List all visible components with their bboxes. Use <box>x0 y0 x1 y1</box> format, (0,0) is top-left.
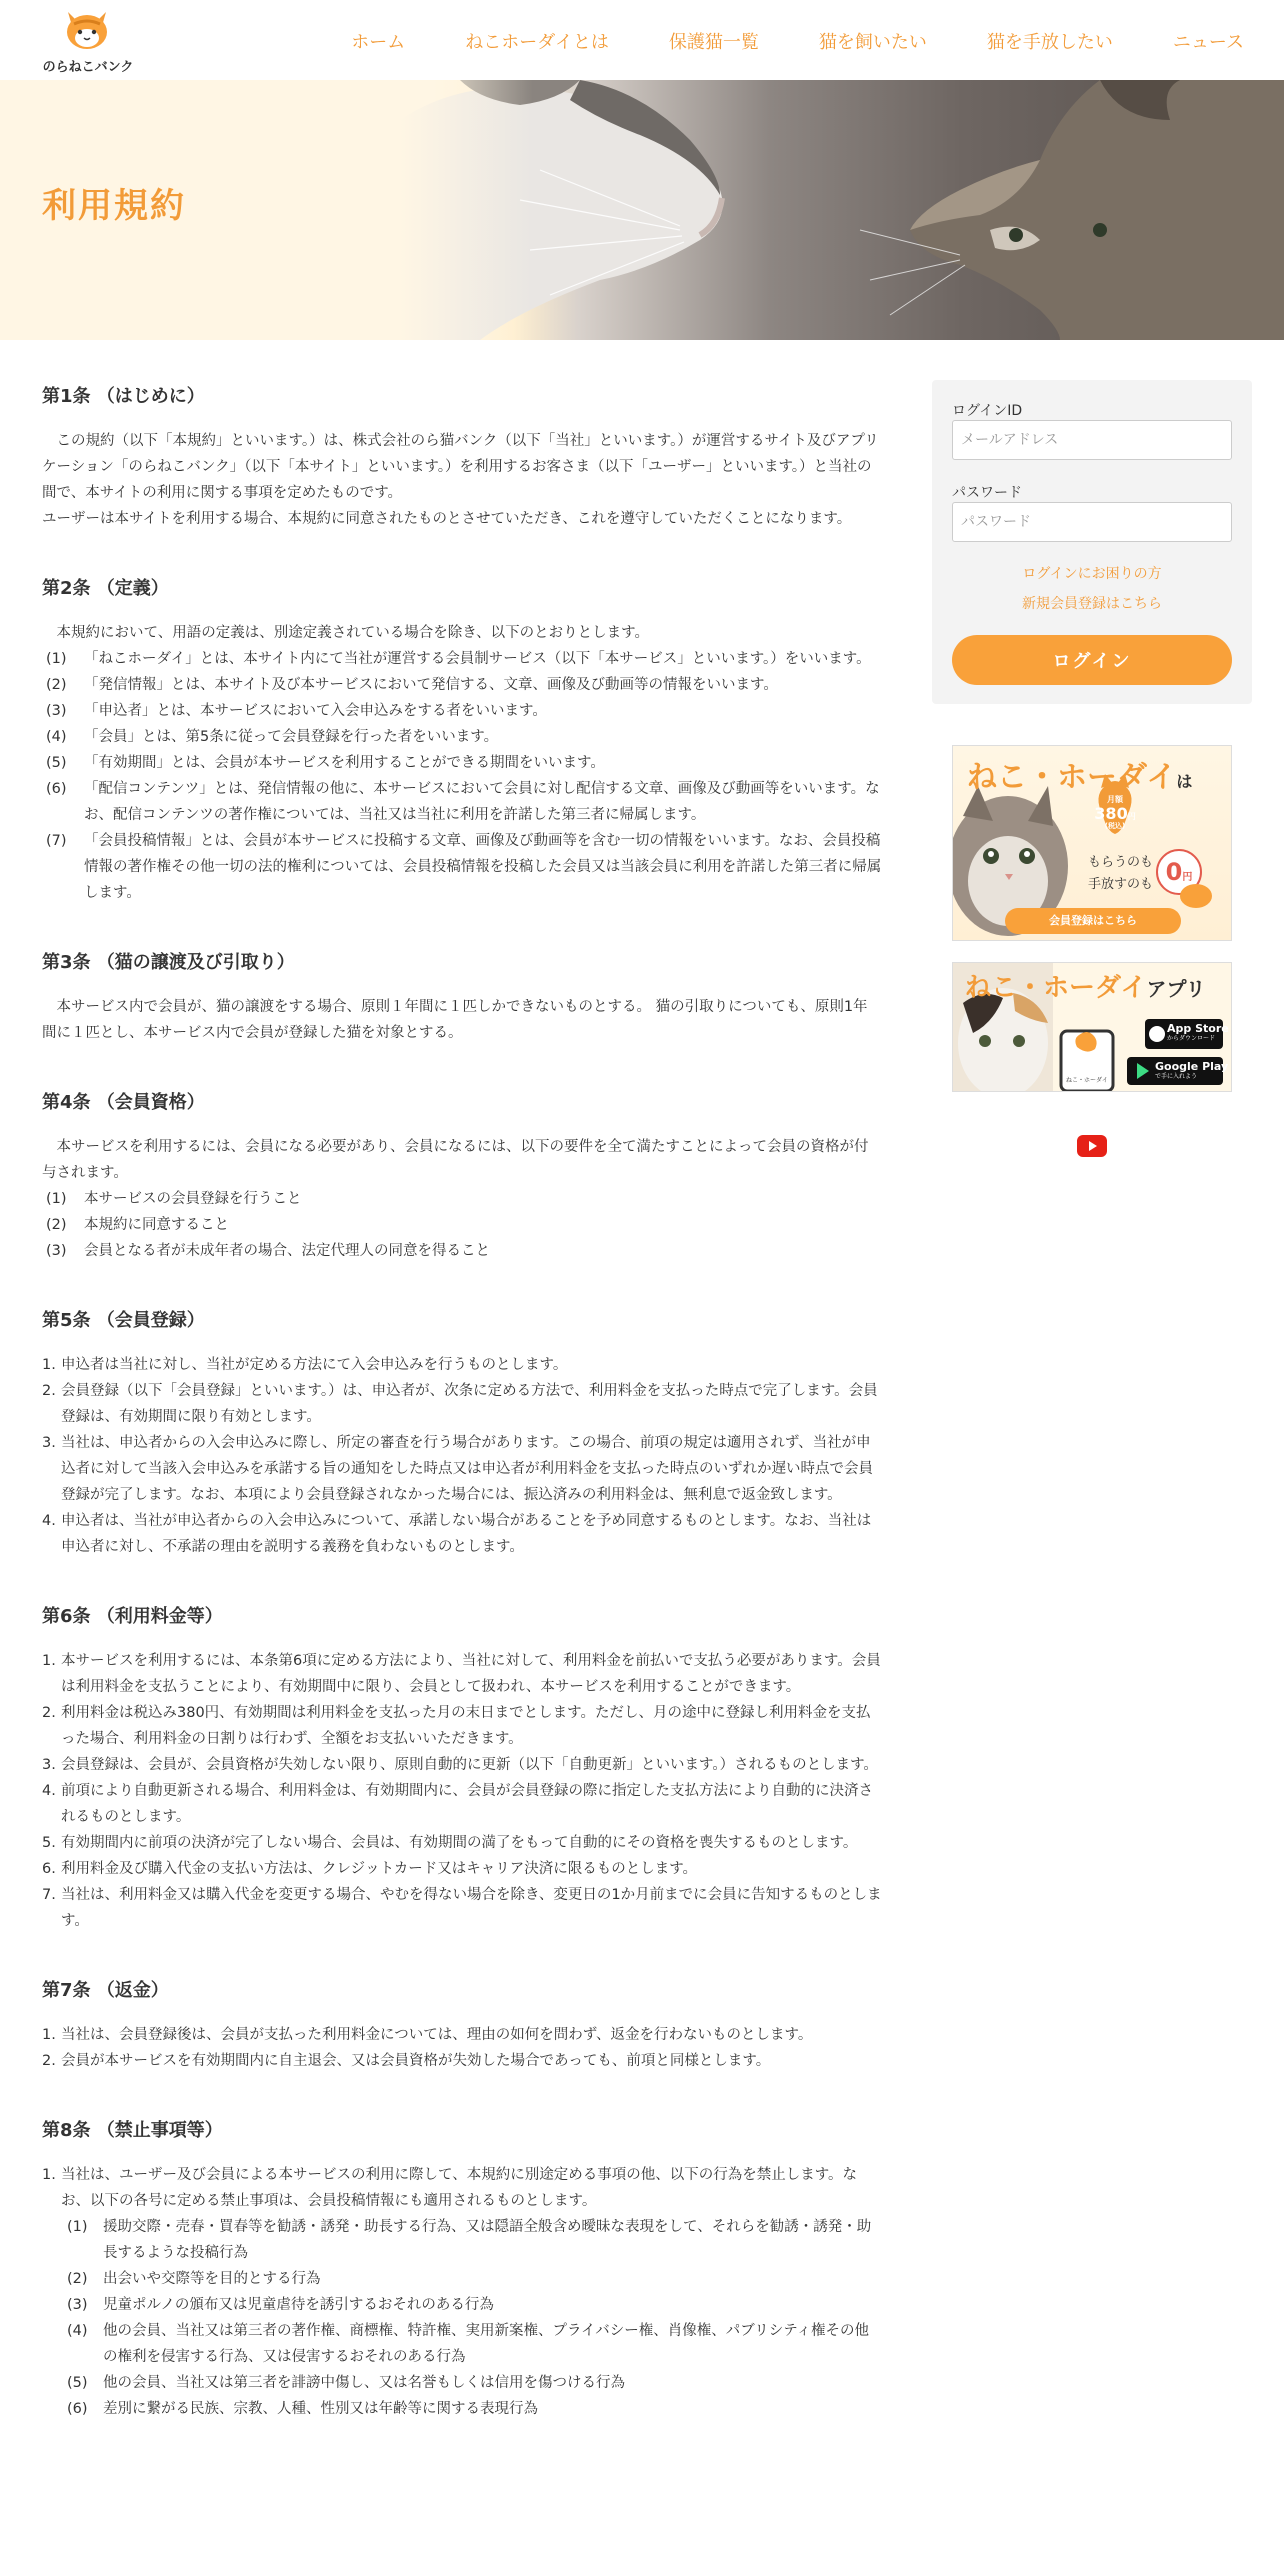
list-number: 1. <box>42 2167 56 2183</box>
login-id-label: ログインID <box>952 403 1023 419</box>
list-item <box>42 1700 882 1752</box>
article-4 <box>42 1088 882 1264</box>
register-link[interactable]: 新規会員登録はこちら <box>1022 596 1162 612</box>
list-item <box>42 1186 882 1212</box>
list-item <box>42 1212 882 1238</box>
app-phone-label: ねこ・ホーダイ <box>1066 1077 1108 1084</box>
list-text: 当社は、申込者からの入会申込みに際し、所定の審査を行う場合があります。この場合、前項の規定は適用されず、当社が申込者に対して当該入会申込みを承諾する旨の通知をした時点又は申込者が利用料金を支払った時点のいずれか遅い時点で会員登録が完了します。なお、本項により会員登録されなかった場合には、振込済みの利用料金は、無利息で返金致します。 <box>61 1435 873 1503</box>
list-number: (1) <box>46 1191 67 1207</box>
list-text: 「配信コンテンツ」とは、発信情報の他に、本サービスにおいて会員に対し配信する文章、画像及び動画等をいいます。なお、配信コンテンツの著作権については、当社又は当社に利用を許諾した第三者に帰属します。 <box>84 781 880 823</box>
list-text: 申込者は、当社が申込者からの入会申込みについて、承諾しない場合があることを予め同意するものとします。なお、当社は申込者に対し、不承諾の理由を説明する義務を負わないものとします。 <box>61 1513 872 1555</box>
article-title: 第7条 （返金） <box>42 1980 169 2001</box>
article-6 <box>42 1602 882 1934</box>
list-number: (6) <box>46 781 67 797</box>
clause-list <box>42 1648 882 1934</box>
list-item <box>42 2162 882 2422</box>
password-input[interactable] <box>952 502 1232 542</box>
banner-title-suffix: は <box>1176 772 1193 791</box>
list-text: 利用料金は税込み380円、有効期間は利用料金を支払った月の末日までとします。ただし、月の途中に登録し利用料金を支払った場合、利用料金の日割りは行わず、全額をお支払いいただきます。 <box>61 1705 871 1747</box>
clause-list <box>42 1352 882 1560</box>
list-text: 申込者は当社に対し、当社が定める方法にて入会申込みを行うものとします。 <box>61 1357 568 1373</box>
list-number: 5. <box>42 1835 56 1851</box>
list-item <box>42 1508 882 1560</box>
login-help-link[interactable]: ログインにお困りの方 <box>1022 566 1162 582</box>
list-text: 出会いや交際等を目的とする行為 <box>103 2271 321 2287</box>
list-number: 4. <box>42 1783 56 1799</box>
list-number: (4) <box>67 2323 88 2339</box>
list-number: 1. <box>42 1357 56 1373</box>
nav-rehome[interactable]: 猫を手放したい <box>986 32 1113 53</box>
list-text: 会員となる者が未成年者の場合、法定代理人の同意を得ること <box>84 1243 490 1259</box>
list-number: (3) <box>46 1243 67 1259</box>
list-number: (4) <box>46 729 67 745</box>
article-paragraph: 本規約において、用語の定義は、別途定義されている場合を除き、以下のとおりとします。 <box>56 625 649 641</box>
list-text: 「有効期間」とは、会員が本サービスを利用することができる期間をいいます。 <box>84 755 605 771</box>
main-nav <box>351 28 1244 54</box>
article-title: 第1条 （はじめに） <box>42 386 205 407</box>
list-number: 6. <box>42 1861 56 1877</box>
list-item <box>42 698 882 724</box>
list-number: 1. <box>42 1653 56 1669</box>
list-item <box>42 776 882 828</box>
list-number: 2. <box>42 1705 56 1721</box>
article-title: 第4条 （会員資格） <box>42 1092 205 1113</box>
price-badge-unit: 円 <box>1127 812 1136 821</box>
list-text: 援助交際・売春・買春等を勧誘・誘発・助長する行為、又は隠語全般含め曖昧な表現をして、それらを勧誘・誘発・助長するような投稿行為 <box>103 2219 872 2261</box>
list-text: 「ねこホーダイ」とは、本サイト内にて当社が運営する会員制サービス（以下「本サービス」といいます。）をいいます。 <box>84 651 871 667</box>
list-item <box>61 2266 882 2292</box>
clause-list <box>42 2162 882 2422</box>
list-item <box>42 1830 882 1856</box>
list-item <box>42 1856 882 1882</box>
list-number: 2. <box>42 2053 56 2069</box>
requirement-list <box>42 1186 882 1264</box>
article-7 <box>42 1976 882 2074</box>
list-item <box>61 2396 882 2422</box>
list-item <box>42 646 882 672</box>
list-text: 他の会員、当社又は第三者を誹謗中傷し、又は名誉もしくは信用を傷つける行為 <box>103 2375 625 2391</box>
banner-title: ねこ・ホーダイ <box>967 760 1177 795</box>
list-number: 3. <box>42 1757 56 1773</box>
article-3 <box>42 948 882 1046</box>
article-title: 第5条 （会員登録） <box>42 1310 205 1331</box>
list-item <box>42 1882 882 1934</box>
article-title: 第3条 （猫の譲渡及び引取り） <box>42 952 295 973</box>
banner-cta-button: 会員登録はこちら <box>1005 908 1181 934</box>
zero-price-value: 0 <box>1165 858 1183 886</box>
list-number: (5) <box>67 2375 88 2391</box>
list-text: 本サービスを利用するには、本条第6項に定める方法により、当社に対して、利用料金を前払いで支払う必要があります。会員は利用料金を支払うことにより、有効期間中に限り、会員として扱われ、本サービスを利用することができます。 <box>61 1653 881 1695</box>
youtube-icon[interactable] <box>1077 1135 1107 1157</box>
youtube-logo-shape <box>1077 1135 1107 1157</box>
list-number: (3) <box>46 703 67 719</box>
google-play-label: Google Play <box>1155 1060 1229 1073</box>
list-item <box>42 2022 882 2048</box>
list-item <box>42 724 882 750</box>
prohibited-acts-list <box>61 2214 882 2422</box>
list-text: 本規約に同意すること <box>84 1217 229 1233</box>
list-text: 当社は、ユーザー及び会員による本サービスの利用に際して、本規約に別途定める事項の他、以下の行為を禁止します。なお、以下の各号に定める禁止事項は、会員投稿情報にも適用されるものとします。 <box>61 2167 858 2209</box>
list-text: 「会員投稿情報」とは、会員が本サービスに投稿する文章、画像及び動画等を含む一切の情報をいいます。なお、会員投稿情報の著作権その他一切の法的権利については、会員投稿情報を投稿した会員又は当該会員に利用を許諾した第三者に帰属します。 <box>84 833 882 901</box>
list-item <box>42 1352 882 1378</box>
list-text: 「申込者」とは、本サービスにおいて入会申込みをする者をいいます。 <box>84 703 547 719</box>
app-store-sub: からダウンロード <box>1167 1035 1216 1042</box>
list-text: 差別に繋がる民族、宗教、人種、性別又は年齢等に関する表現行為 <box>103 2401 538 2417</box>
article-title: 第2条 （定義） <box>42 578 169 599</box>
banner-line-1: もらうのも <box>1087 855 1153 870</box>
article-5 <box>42 1306 882 1560</box>
list-item <box>42 1238 882 1264</box>
list-number: 3. <box>42 1435 56 1451</box>
list-text: 会員登録（以下「会員登録」といいます。）は、申込者が、次条に定める方法で、利用料金を支払った時点で完了します。会員登録は、有効期間に限り有効とします。 <box>61 1383 878 1425</box>
app-store-label: App Store <box>1167 1022 1229 1035</box>
list-text: 当社は、会員登録後は、会員が支払った利用料金については、理由の如何を問わず、返金を行わないものとします。 <box>61 2027 813 2043</box>
price-badge-value: 380 <box>1094 804 1128 823</box>
page-title: 利用規約 <box>42 186 186 226</box>
list-number: 4. <box>42 1513 56 1529</box>
list-text: 会員が本サービスを有効期間内に自主退会、又は会員資格が失効した場合であっても、前項と同様とします。 <box>61 2053 771 2069</box>
price-badge-label: 月額 <box>1107 795 1123 804</box>
article-2 <box>42 574 882 906</box>
list-text: 他の会員、当社又は第三者の著作権、商標権、特許権、実用新案権、プライバシー権、肖像権、パブリシティ権その他の権利を侵害する行為、又は侵害するおそれのある行為 <box>103 2323 870 2365</box>
clause-list <box>42 2022 882 2074</box>
article-paragraph: ユーザーは本サイトを利用する場合、本規約に同意されたものとさせていただき、これを遵守していただくことになります。 <box>42 511 852 527</box>
article-title: 第6条 （利用料金等） <box>42 1606 223 1627</box>
neko-hodai-app-banner[interactable] <box>952 962 1232 1092</box>
terms-content <box>42 382 882 2464</box>
list-number: (6) <box>67 2401 88 2417</box>
nav-news[interactable]: ニュース <box>1172 32 1244 53</box>
list-text: 利用料金及び購入代金の支払い方法は、クレジットカード又はキャリア決済に限るものとします。 <box>61 1861 698 1877</box>
login-panel <box>932 380 1252 704</box>
list-number: (5) <box>46 755 67 771</box>
cat-logo-icon <box>62 8 112 52</box>
app-banner-suffix: アプリ <box>1146 977 1206 1001</box>
list-text: 有効期間内に前項の決済が完了しない場合、会員は、有効期間の満了をもって自動的にその資格を喪失するものとします。 <box>61 1835 858 1851</box>
site-header <box>0 0 1284 80</box>
list-item <box>42 1430 882 1508</box>
list-number: (2) <box>67 2271 88 2287</box>
list-number: (1) <box>67 2219 88 2235</box>
logo-text: のらねこバンク <box>42 60 134 75</box>
nav-home[interactable]: ホーム <box>351 32 406 53</box>
login-button[interactable]: ログイン <box>952 635 1232 685</box>
list-number: (2) <box>46 677 67 693</box>
list-number: (3) <box>67 2297 88 2313</box>
article-paragraph: 本サービスを利用するには、会員になる必要があり、会員になるには、以下の要件を全て満たすことによって会員の資格が付与されます。 <box>42 1139 869 1181</box>
nav-about-neko-hodai[interactable]: ねこホーダイとは <box>465 32 609 53</box>
article-title: 第8条 （禁止事項等） <box>42 2120 223 2141</box>
email-input[interactable] <box>952 420 1232 460</box>
list-text: 「発信情報」とは、本サイト及び本サービスにおいて発信する、文章、画像及び動画等の情報をいいます。 <box>84 677 778 693</box>
list-number: 2. <box>42 1383 56 1399</box>
list-item <box>61 2214 882 2266</box>
list-number: (7) <box>46 833 67 849</box>
article-1 <box>42 382 882 532</box>
list-text: 本サービスの会員登録を行うこと <box>84 1191 302 1207</box>
list-item <box>61 2370 882 2396</box>
list-item <box>61 2318 882 2370</box>
list-number: 7. <box>42 1887 56 1903</box>
list-item <box>42 1378 882 1430</box>
list-text: 会員登録は、会員が、会員資格が失効しない限り、原則自動的に更新（以下「自動更新」といいます。）されるものとします。 <box>61 1757 878 1773</box>
list-text: 「会員」とは、第5条に従って会員登録を行った者をいいます。 <box>84 729 499 745</box>
hero-banner <box>0 80 1284 340</box>
list-number: (2) <box>46 1217 67 1233</box>
site-logo[interactable] <box>40 8 136 75</box>
list-item <box>42 828 882 906</box>
definition-list <box>42 646 882 906</box>
list-item <box>42 672 882 698</box>
list-number: 1. <box>42 2027 56 2043</box>
list-text: 当社は、利用料金又は購入代金を変更する場合、やむを得ない場合を除き、変更日の1か月前までに会員に告知するものとします。 <box>61 1887 882 1929</box>
article-8 <box>42 2116 882 2422</box>
list-item <box>42 1778 882 1830</box>
app-banner-title: ねこ・ホーダイ <box>965 973 1147 1003</box>
article-paragraph: この規約（以下「本規約」といいます。）は、株式会社のら猫バンク（以下「当社」といいます。）が運営するサイト及びアプリケーション「のらねこバンク」（以下「本サイト」といいます。）を利用するお客さま（以下「ユーザー」といいます。）と当社の間で、本サイトの利用に関する事項を定めたものです。 <box>42 433 879 501</box>
price-badge-note: (税込) <box>1104 822 1126 830</box>
password-label: パスワード <box>952 485 1022 501</box>
banner-line-2: 手放すのも <box>1087 877 1153 892</box>
nav-cat-list[interactable]: 保護猫一覧 <box>668 32 759 53</box>
nav-adopt[interactable]: 猫を飼いたい <box>818 32 927 53</box>
neko-hodai-banner[interactable] <box>952 745 1232 941</box>
list-number: (1) <box>46 651 67 667</box>
article-paragraph: 本サービス内で会員が、猫の譲渡をする場合、原則１年間に１匹しかできないものとする。 猫の引取りについても、原則1年間に１匹とし、本サービス内で会員が登録した猫を対象とする。 <box>42 999 868 1041</box>
list-text: 児童ポルノの頒布又は児童虐待を誘引するおそれのある行為 <box>103 2297 494 2313</box>
zero-price-unit: 円 <box>1182 872 1193 883</box>
list-item <box>42 750 882 776</box>
cats-photo <box>400 80 1284 340</box>
list-item <box>42 2048 882 2074</box>
google-play-sub: で手に入れよう <box>1155 1073 1198 1080</box>
list-item <box>42 1752 882 1778</box>
list-item <box>42 1648 882 1700</box>
list-item <box>61 2292 882 2318</box>
list-text: 前項により自動更新される場合、利用料金は、有効期間内に、会員が会員登録の際に指定した支払方法により自動的に決済されるものとします。 <box>61 1783 873 1825</box>
